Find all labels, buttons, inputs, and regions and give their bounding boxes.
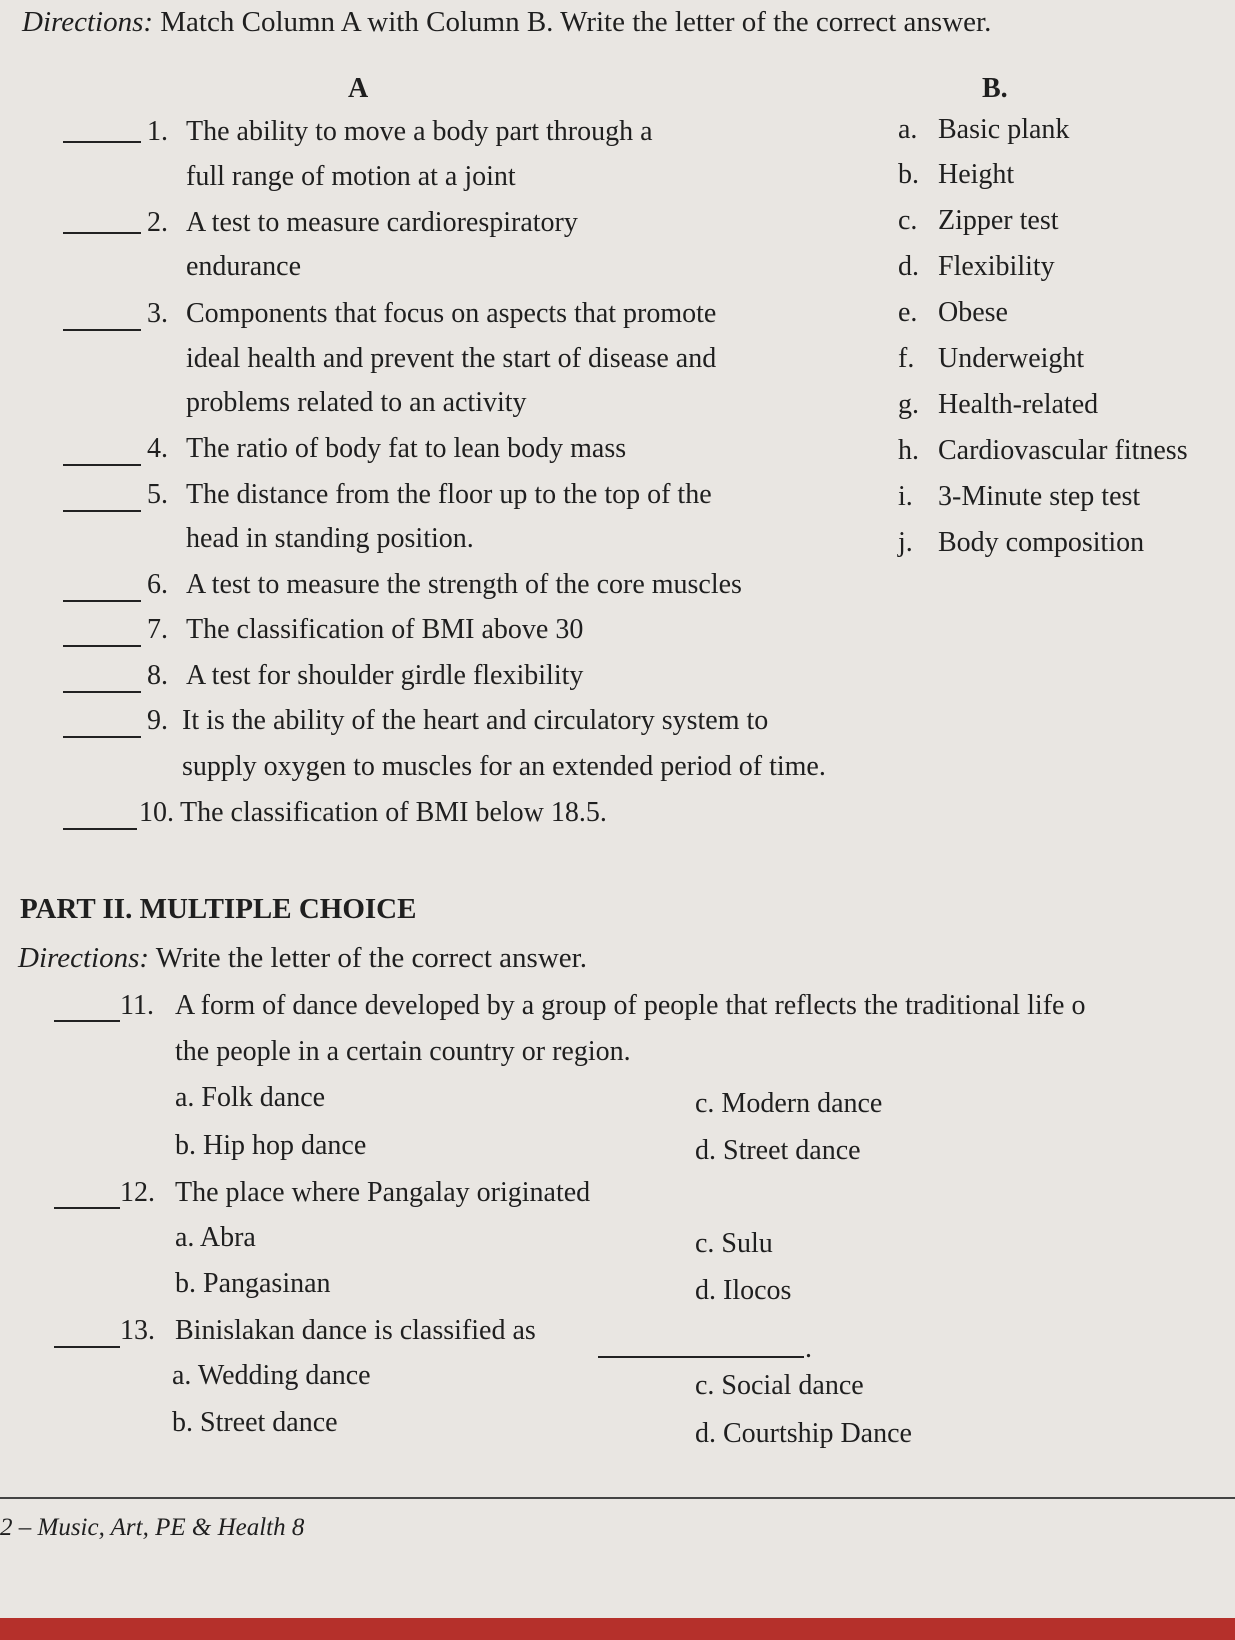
choice-text-j: Body composition	[938, 527, 1145, 558]
answer-blank-5[interactable]	[63, 510, 141, 512]
item-text-5a: The distance from the floor up to the top of the	[186, 479, 712, 510]
mc-option-11b: b. Hip hop dance	[175, 1130, 367, 1161]
item-number-7: 7.	[147, 614, 168, 645]
choice-letter-f: f.	[898, 343, 915, 374]
choice-text-h: Cardiovascular fitness	[938, 435, 1188, 466]
item-text-9a: It is the ability of the heart and circulatory system to	[182, 705, 769, 736]
choice-j	[898, 527, 1144, 559]
choice-c	[898, 205, 1059, 237]
item-text-2b: endurance	[186, 251, 302, 282]
answer-blank-8[interactable]	[63, 691, 141, 693]
item-number-8: 8.	[147, 660, 168, 691]
item-text-10: The classification of BMI below 18.5.	[180, 797, 607, 828]
choice-text-f: Underweight	[938, 343, 1085, 374]
item-number-6: 6.	[147, 569, 168, 600]
item-number-9: 9.	[147, 705, 168, 736]
choice-text-c: Zipper test	[938, 205, 1059, 236]
mc-number-13: 13.	[120, 1315, 155, 1346]
answer-blank-2[interactable]	[63, 232, 141, 234]
part-2-title: PART II. MULTIPLE CHOICE	[20, 893, 417, 925]
answer-blank-4[interactable]	[63, 464, 141, 466]
choice-letter-d: d.	[898, 251, 919, 282]
mc-option-13a: a. Wedding dance	[172, 1360, 371, 1391]
choice-a	[898, 114, 1069, 146]
answer-blank-3[interactable]	[63, 329, 141, 331]
choice-b	[898, 159, 1014, 191]
choice-letter-j: j.	[898, 527, 913, 558]
mc-number-12: 12.	[120, 1177, 155, 1208]
item-text-7: The classification of BMI above 30	[186, 614, 584, 645]
mc-question-11b: the people in a certain country or region.	[175, 1036, 631, 1067]
choice-text-g: Health-related	[938, 389, 1099, 420]
mc-option-11c: c. Modern dance	[695, 1088, 883, 1119]
choice-text-e: Obese	[938, 297, 1008, 328]
bottom-edge-band	[0, 1618, 1235, 1640]
mc-option-12b: b. Pangasinan	[175, 1268, 331, 1299]
answer-blank-6[interactable]	[63, 600, 141, 602]
choice-h	[898, 435, 1188, 467]
mc-option-12c: c. Sulu	[695, 1228, 773, 1259]
item-number-10: 10.	[139, 797, 174, 828]
choice-d	[898, 251, 1055, 283]
choice-e	[898, 297, 1008, 329]
mc-option-13b: b. Street dance	[172, 1407, 338, 1438]
choice-letter-e: e.	[898, 297, 918, 328]
choice-letter-c: c.	[898, 205, 918, 236]
directions-2-text: Write the letter of the correct answer.	[155, 942, 587, 974]
item-text-3c: problems related to an activity	[186, 387, 527, 418]
directions-2-label: Directions:	[18, 942, 150, 974]
item-number-5: 5.	[147, 479, 168, 510]
mc-number-11: 11.	[120, 990, 154, 1021]
directions-1-label: Directions:	[22, 6, 154, 38]
item-text-1a: The ability to move a body part through a	[186, 116, 653, 147]
item-text-2a: A test to measure cardiorespiratory	[186, 207, 578, 238]
answer-blank-10[interactable]	[63, 828, 137, 830]
mc-question-13: Binislakan dance is classified as	[175, 1315, 536, 1346]
column-a-header: A	[348, 73, 369, 104]
mc-option-13c: c. Social dance	[695, 1370, 864, 1401]
mc-answer-blank-13[interactable]	[54, 1346, 120, 1348]
mc-option-13d: d. Courtship Dance	[695, 1418, 912, 1449]
item-text-1b: full range of motion at a joint	[186, 161, 516, 192]
column-b-header: B.	[982, 73, 1008, 104]
choice-g	[898, 389, 1098, 421]
mc-option-11a: a. Folk dance	[175, 1082, 326, 1113]
choice-text-a: Basic plank	[938, 114, 1070, 145]
mc-question-12: The place where Pangalay originated	[175, 1177, 591, 1208]
item-text-6: A test to measure the strength of the core muscles	[186, 569, 742, 600]
item-text-3b: ideal health and prevent the start of disease and	[186, 343, 717, 374]
mc-option-12a: a. Abra	[175, 1222, 256, 1253]
mc-option-11d: d. Street dance	[695, 1135, 861, 1166]
answer-blank-1[interactable]	[63, 141, 141, 143]
item-number-2: 2.	[147, 207, 168, 238]
answer-blank-7[interactable]	[63, 645, 141, 647]
mc-answer-blank-11[interactable]	[54, 1020, 120, 1022]
choice-letter-a: a.	[898, 114, 918, 145]
item-number-1: 1.	[147, 116, 168, 147]
mc-answer-blank-12[interactable]	[54, 1207, 120, 1209]
directions-1	[22, 6, 991, 39]
mc-question-11a: A form of dance developed by a group of people that reflects the traditional life o	[175, 990, 1086, 1021]
item-text-4: The ratio of body fat to lean body mass	[186, 433, 627, 464]
mc-option-12d: d. Ilocos	[695, 1275, 792, 1306]
choice-i	[898, 481, 1140, 513]
choice-letter-g: g.	[898, 389, 919, 420]
mc-fill-blank-13[interactable]	[598, 1356, 804, 1358]
choice-f	[898, 343, 1084, 375]
directions-1-text: Match Column A with Column B. Write the letter of the correct answer.	[160, 6, 992, 38]
item-text-8: A test for shoulder girdle flexibility	[186, 660, 584, 691]
choice-text-b: Height	[938, 159, 1015, 190]
page-footer: 2 – Music, Art, PE & Health 8	[0, 1514, 305, 1541]
item-number-4: 4.	[147, 433, 168, 464]
item-text-5b: head in standing position.	[186, 523, 474, 554]
item-text-3a: Components that focus on aspects that promote	[186, 298, 717, 329]
choice-letter-h: h.	[898, 435, 919, 466]
mc-question-13-tail: .	[805, 1333, 812, 1364]
choice-letter-b: b.	[898, 159, 919, 190]
choice-text-d: Flexibility	[938, 251, 1055, 282]
footer-divider	[0, 1497, 1235, 1499]
choice-letter-i: i.	[898, 481, 913, 512]
item-text-9b: supply oxygen to muscles for an extended period of time.	[182, 751, 826, 782]
item-number-3: 3.	[147, 298, 168, 329]
directions-2	[18, 942, 587, 975]
answer-blank-9[interactable]	[63, 736, 141, 738]
choice-text-i: 3-Minute step test	[938, 481, 1141, 512]
